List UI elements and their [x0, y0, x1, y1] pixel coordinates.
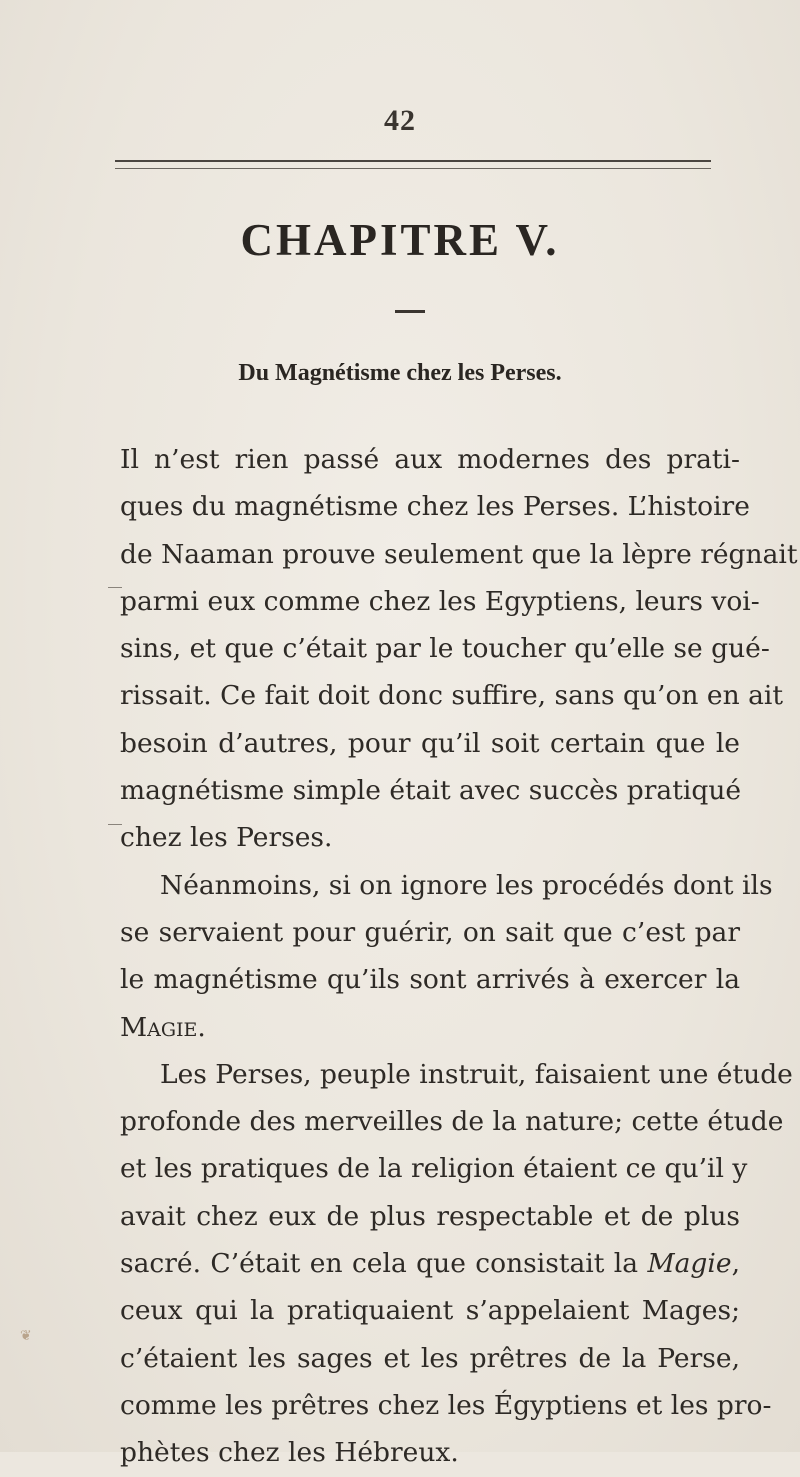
paragraph-2	[120, 862, 773, 1051]
text-line: se servaient pour guérir, on sait que c’est par	[120, 916, 740, 948]
text-line: de Naaman prouve seulement que la lèpre régnait	[120, 538, 798, 570]
text-line: et les pratiques de la religion étaient ce qu’il y	[120, 1153, 748, 1185]
decorative-speck: ❦	[20, 1328, 32, 1344]
text-line: Les Perses, peuple instruit, faisaient une étude	[160, 1058, 793, 1090]
text-line: besoin d’autres, pour qu’il soit certain que le	[120, 727, 740, 759]
text-line: avait chez eux de plus respectable et de plus	[120, 1200, 740, 1232]
text-line: ceux qui la pratiquaient s’appelaient Mages;	[120, 1295, 740, 1327]
text-run: ,	[731, 1248, 740, 1280]
text-line: rissait. Ce fait doit donc suffire, sans qu’on en ait	[120, 680, 784, 712]
header-rule-thin	[115, 168, 711, 169]
title-separator	[395, 310, 425, 313]
text-line: Néanmoins, si on ignore les procédés dont ils	[160, 869, 773, 901]
text-line: Il n’est rien passé aux modernes des prati-	[120, 444, 740, 475]
chapter-body	[120, 436, 798, 1477]
header-rule-thick	[115, 160, 711, 162]
text-line-mixed	[120, 1240, 740, 1287]
text-line: parmi eux comme chez les Egyptiens, leurs voi-	[120, 585, 760, 617]
text-line: c’étaient les sages et les prêtres de la Perse,	[120, 1342, 740, 1374]
italic-term: Magie	[647, 1248, 732, 1280]
paragraph-1	[120, 436, 798, 862]
text-line: ques du magnétisme chez les Perses. L’histoire	[120, 491, 750, 523]
chapter-subtitle: Du Magnétisme chez les Perses.	[238, 360, 562, 386]
text-run: sacré. C’était en cela que consistait la	[120, 1248, 648, 1280]
text-line: comme les prêtres chez les Égyptiens et les pro-	[120, 1389, 772, 1421]
text-line: sins, et que c’était par le toucher qu’elle se gué-	[120, 633, 770, 665]
page-number: 42	[384, 104, 416, 137]
text-line: chez les Perses.	[120, 822, 333, 854]
text-line: le magnétisme qu’ils sont arrivés à exercer la	[120, 964, 740, 996]
text-line: magnétisme simple était avec succès pratiqué	[120, 775, 742, 807]
text-line: profonde des merveilles de la nature; cette étude	[120, 1106, 784, 1138]
chapter-title: CHAPITRE V.	[240, 215, 560, 265]
paragraph-3	[120, 1051, 793, 1477]
text-line: phètes chez les Hébreux.	[120, 1437, 459, 1469]
text-line: Magie.	[120, 1011, 206, 1043]
